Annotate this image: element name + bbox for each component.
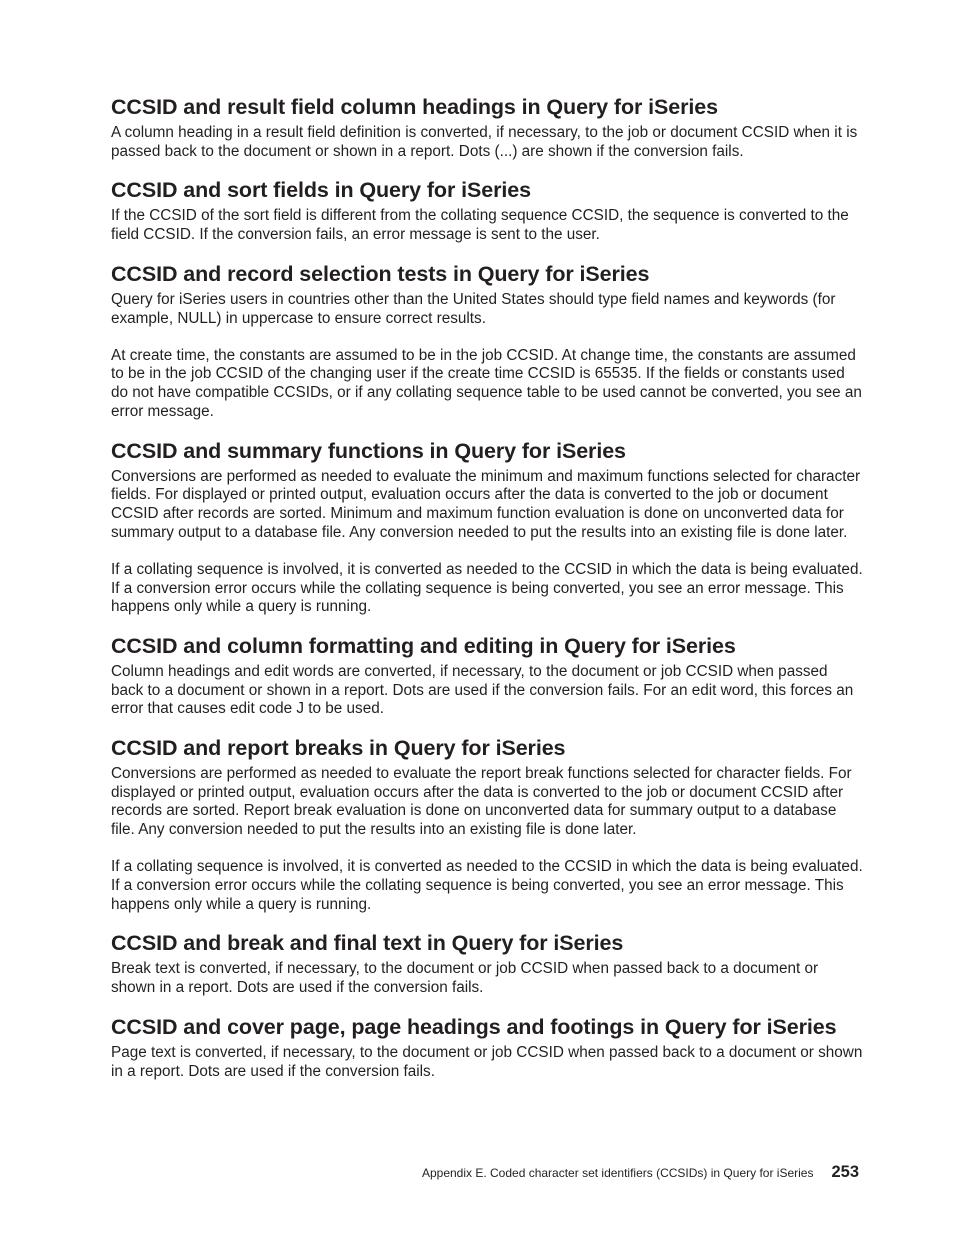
- page-number: 253: [831, 1163, 859, 1181]
- section-record-selection-tests: [111, 262, 863, 422]
- section-paragraph: At create time, the constants are assumed to be in the job CCSID. At change time, the constants are assumed to be in the job CCSID of the changing user if the create time CCSID is 65535. If the fields or constants used do not have compatible CCSIDs, or if any collating sequence table to be used cannot be converted, you see an error message.: [111, 346, 862, 420]
- section-paragraph: Column headings and edit words are converted, if necessary, to the document or job CCSID when passed back to a document or shown in a report. Dots are used if the conversion fails. For an edit word, this forces an error that causes edit code J to be used.: [111, 662, 854, 718]
- section-paragraph: A column heading in a result field definition is converted, if necessary, to the job or document CCSID when it is passed back to the document or shown in a report. Dots (...) are shown if the conversion fails.: [111, 124, 858, 160]
- section-paragraph: If a collating sequence is involved, it is converted as needed to the CCSID in which the data is being evaluated. If a conversion error occurs while the collating sequence is being converted, you see an error message. This happens only while a query is running.: [111, 560, 863, 616]
- section-paragraph: If a collating sequence is involved, it is converted as needed to the CCSID in which the data is being evaluated. If a conversion error occurs while the collating sequence is being converted, you see an error message. This happens only while a query is running.: [111, 858, 863, 913]
- section-column-formatting-editing: [111, 634, 863, 719]
- section-sort-fields: [111, 178, 863, 244]
- section-heading: CCSID and break and final text in Query for iSeries: [111, 931, 624, 956]
- section-report-breaks: [111, 736, 863, 914]
- section-paragraph: Page text is converted, if necessary, to the document or job CCSID when passed back to a document or shown in a report. Dots are used if the conversion fails.: [111, 1043, 863, 1080]
- section-summary-functions: [111, 439, 863, 617]
- section-heading: CCSID and summary functions in Query for iSeries: [111, 438, 626, 463]
- section-paragraph: Query for iSeries users in countries other than the United States should type field names and keywords (for example, NULL) in uppercase to ensure correct results.: [111, 290, 836, 327]
- section-heading: CCSID and report breaks in Query for iSeries: [111, 736, 566, 761]
- section-paragraph: If the CCSID of the sort field is different from the collating sequence CCSID, the sequence is converted to the field CCSID. If the conversion fails, an error message is sent to the user.: [111, 207, 849, 244]
- page-content: [111, 95, 863, 1081]
- section-cover-page-headings-footings: [111, 1015, 863, 1081]
- section-heading: CCSID and sort fields in Query for iSeries: [111, 178, 531, 203]
- section-paragraph: Conversions are performed as needed to evaluate the report break functions selected for character fields. For displayed or printed output, evaluation occurs after the data is converted to the job or document CCSID after records are sorted. Report break evaluation is done on unconverted data for summary output to a database file. Any conversion needed to put the results into an existing file is done later.: [111, 765, 852, 839]
- section-result-field-column-headings: [111, 95, 863, 161]
- section-heading: CCSID and record selection tests in Query for iSeries: [111, 261, 650, 286]
- section-heading: CCSID and column formatting and editing in Query for iSeries: [111, 633, 736, 658]
- footer-chapter-title: Appendix E. Coded character set identifiers (CCSIDs) in Query for iSeries: [421, 1166, 814, 1180]
- section-paragraph: Conversions are performed as needed to evaluate the minimum and maximum functions selected for character fields. For displayed or printed output, evaluation occurs after the data is converted to the job or document CCSID after records are sorted. Minimum and maximum function evaluation is done on unconverted data for summary output to a database file. Any conversion needed to put the results into an existing file is done later.: [111, 467, 861, 541]
- section-heading: CCSID and result field column headings in Query for iSeries: [111, 95, 718, 119]
- section-heading: CCSID and cover page, page headings and footings in Query for iSeries: [111, 1014, 837, 1039]
- page-footer: [422, 1163, 859, 1182]
- section-break-final-text: [111, 931, 863, 997]
- section-paragraph: Break text is converted, if necessary, to the document or job CCSID when passed back to a document or shown in a report. Dots are used if the conversion fails.: [111, 960, 819, 997]
